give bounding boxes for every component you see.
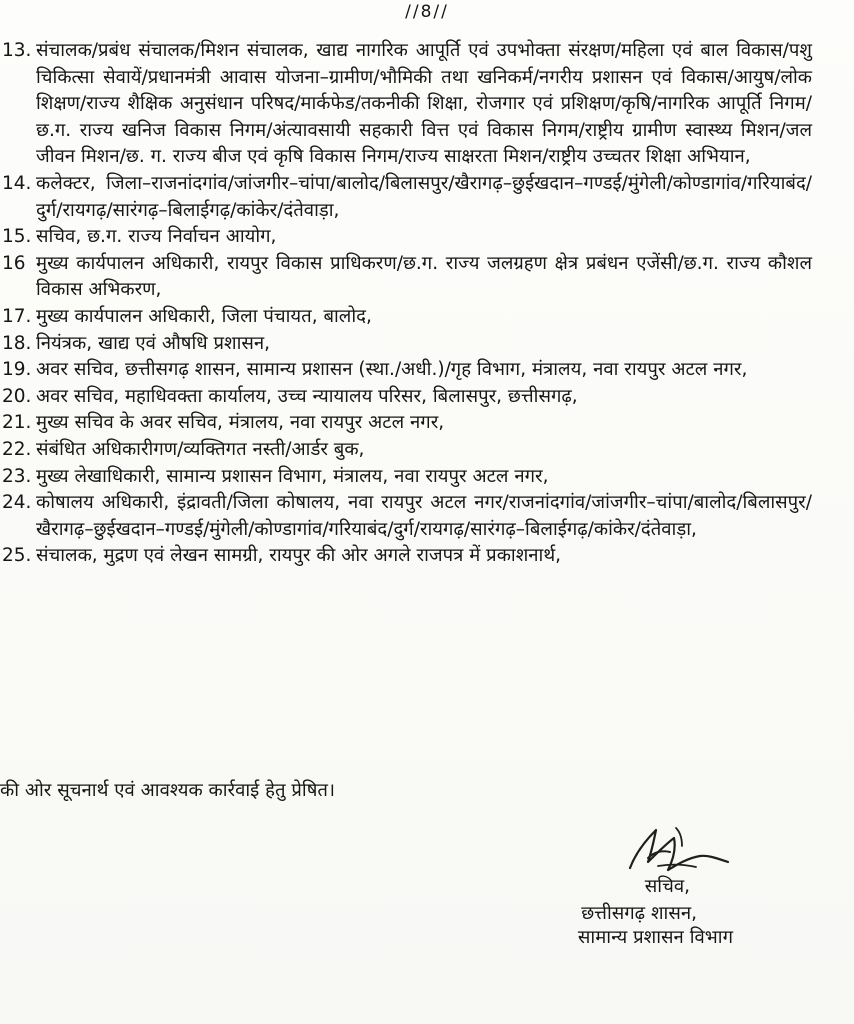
- page-number: //8//: [405, 2, 449, 22]
- list-item-16: [0, 251, 854, 304]
- list-item-18: [0, 331, 854, 358]
- item-number: 25.: [2, 545, 32, 567]
- item-number: 18.: [2, 332, 32, 354]
- item-text: अवर सचिव, छत्तीसगढ़ शासन, सामान्य प्रशासन (स्था./अधी.)/गृह विभाग, मंत्रालय, नवा रायपुर अटल नगर,: [36, 359, 748, 381]
- item-number: 13.: [2, 40, 32, 61]
- item-text: संचालक/प्रबंध संचालक/मिशन संचालक, खाद्य नागरिक आपूर्ति एवं उपभोक्ता संरक्षण/महिला एवं बाल विकास/पशु चिकित्सा सेवायें/प्रधानमंत्री आवास योजना–ग्रामीण/भौमिकी तथा खनिकर्म/नगरीय प्रशासन एवं विकास/आयुष/लोक शिक्षण/राज्य शैक्षिक अनुसंधान परिषद/मार्कफेड/तकनीकी शिक्षा, रोजगार एवं प्रशिक्षण/कृषि/नागरिक आपूर्ति निगम/छ.ग. राज्य खनिज विकास निगम/अंत्यावसायी सहकारी वित्त एवं विकास निगम/राष्ट्रीय ग्रामीण स्वास्थ्य मिशन/जल जीवन मिशन/छ. ग. राज्य बीज एवं कृषि विकास निगम/राज्य साक्षरता मिशन/राष्ट्रीय उच्चतर शिक्षा अभियान,: [36, 40, 812, 168]
- item-text: मुख्य लेखाधिकारी, सामान्य प्रशासन विभाग, मंत्रालय, नवा रायपुर अटल नगर,: [36, 465, 549, 487]
- distribution-list: [0, 38, 854, 570]
- list-item-13: [0, 38, 854, 171]
- list-item-25: [0, 543, 854, 570]
- list-item-20: [0, 384, 854, 411]
- list-item-17: [0, 304, 854, 331]
- item-number: 21.: [2, 412, 32, 434]
- signatory-title: सचिव,: [644, 876, 690, 897]
- item-text: अवर सचिव, महाधिवक्ता कार्यालय, उच्च न्यायालय परिसर, बिलासपुर, छत्तीसगढ़,: [36, 385, 578, 407]
- item-text: मुख्य कार्यपालन अधिकारी, जिला पंचायत, बालोद,: [36, 305, 372, 327]
- item-number: 15.: [2, 226, 32, 248]
- item-text: नियंत्रक, खाद्य एवं औषधि प्रशासन,: [36, 332, 271, 354]
- list-item-19: [0, 357, 854, 384]
- item-number: 20.: [2, 385, 32, 407]
- item-text: सचिव, छ.ग. राज्य निर्वाचन आयोग,: [36, 226, 277, 248]
- item-number: 16: [2, 252, 26, 274]
- department-name: सामान्य प्रशासन विभाग: [577, 927, 733, 948]
- item-number: 19.: [2, 359, 32, 381]
- item-number: 22.: [2, 438, 32, 460]
- item-text: मुख्य कार्यपालन अधिकारी, रायपुर विकास प्राधिकरण/छ.ग. राज्य जलग्रहण क्षेत्र प्रबंधन एजेंसी/छ.ग. राज्य कौशल विकास अभिकरण,: [36, 252, 812, 301]
- list-item-15: [0, 224, 854, 251]
- item-text: संबंधित अधिकारीगण/व्यक्तिगत नस्ती/आर्डर बुक,: [36, 438, 365, 460]
- list-item-24: [0, 490, 854, 543]
- signature-block: [520, 822, 780, 952]
- item-number: 17.: [2, 305, 32, 327]
- item-text: कलेक्टर, जिला–राजनांदगांव/जांजगीर–चांपा/बालोद/बिलासपुर/खैरागढ़–छुईखदान–गण्डई/मुंगेली/कोण्डागांव/गरियाबंद/दुर्ग/रायगढ़/सारंगढ़–बिलाईगढ़/कांकेर/दंतेवाड़ा,: [36, 172, 812, 221]
- government-name: छत्तीसगढ़ शासन,: [581, 903, 697, 924]
- list-item-21: [0, 410, 854, 437]
- item-text: मुख्य सचिव के अवर सचिव, मंत्रालय, नवा रायपुर अटल नगर,: [36, 412, 445, 434]
- item-text: कोषालय अधिकारी, इंद्रावती/जिला कोषालय, नवा रायपुर अटल नगर/राजनांदगांव/जांजगीर–चांपा/बालोद/बिलासपुर/खैरागढ़–छुईखदान–गण्डई/मुंगेली/कोण्डागांव/गरियाबंद/दुर्ग/रायगढ़/सारंगढ़–बिलाईगढ़/कांकेर/दंतेवाड़ा,: [36, 492, 812, 540]
- item-number: 23.: [2, 465, 32, 487]
- list-item-14: [0, 171, 854, 224]
- list-item-23: [0, 464, 854, 491]
- forwarding-note: की ओर सूचनार्थ एवं आवश्यक कार्रवाई हेतु प्रेषित।: [0, 780, 335, 801]
- item-text: संचालक, मुद्रण एवं लेखन सामग्री, रायपुर की ओर अगले राजपत्र में प्रकाशनार्थ,: [36, 545, 562, 567]
- list-item-22: [0, 437, 854, 464]
- item-number: 14.: [2, 172, 32, 194]
- item-number: 24.: [2, 492, 32, 514]
